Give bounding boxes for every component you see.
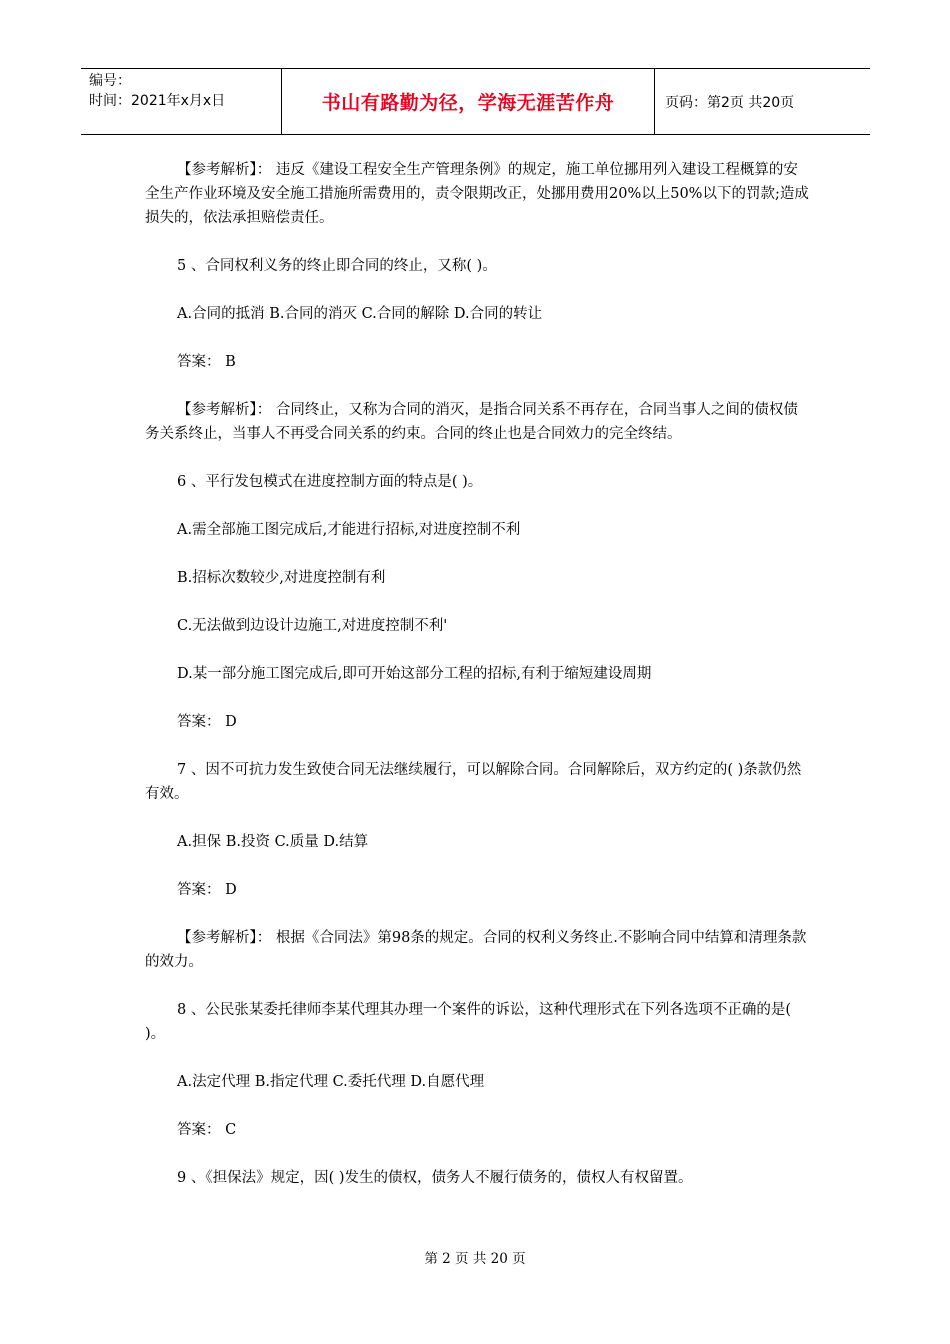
question-8-answer: 答案： C <box>177 1122 237 1138</box>
question-8-options: A.法定代理 B.指定代理 C.委托代理 D.自愿代理 <box>177 1074 485 1090</box>
time-label: 时间：2021年x月x日 <box>89 93 226 109</box>
question-7: 7 、因不可抗力发生致使合同无法继续履行，可以解除合同。合同解除后，双方约定的( )条款仍然有效。 <box>145 762 802 802</box>
question-6-option-c: C.无法做到边设计边施工,对进度控制不利' <box>177 618 448 634</box>
question-6-answer: 答案： D <box>177 714 237 730</box>
analysis-paragraph: 【参考解析】： 合同终止，又称为合同的消灭，是指合同关系不再存在，合同当事人之间的债权债务关系终止，当事人不再受合同关系的约束。合同的终止也是合同效力的完全终结。 <box>145 402 798 442</box>
question-6-option-d: D.某一部分施工图完成后,即可开始这部分工程的招标,有利于缩短建设周期 <box>177 666 652 682</box>
question-5: 5 、合同权利义务的终止即合同的终止，又称( )。 <box>177 258 497 274</box>
question-9: 9 、《担保法》规定，因( )发生的债权，债务人不履行债务的，债权人有权留置。 <box>177 1170 693 1186</box>
question-8: 8 、公民张某委托律师李某代理其办理一个案件的诉讼，这种代理形式在下列各选项不正确的是( )。 <box>145 1002 791 1042</box>
header-meta <box>81 69 281 134</box>
page-footer: 第 2 页 共 20 页 <box>424 1251 526 1267</box>
serial-label: 编号： <box>89 73 131 89</box>
question-6-option-b: B.招标次数较少,对进度控制有利 <box>177 570 386 586</box>
header-motto: 书山有路勤为径，学海无涯苦作舟 <box>281 69 655 134</box>
question-5-answer: 答案： B <box>177 354 236 370</box>
question-6-option-a: A.需全部施工图完成后,才能进行招标,对进度控制不利 <box>177 522 521 538</box>
document-header <box>81 68 870 135</box>
question-7-answer: 答案： D <box>177 882 237 898</box>
analysis-paragraph: 【参考解析】： 根据《合同法》第98条的规定。合同的权利义务终止.不影响合同中结算和清理条款的效力。 <box>145 930 807 970</box>
question-5-options: A.合同的抵消 B.合同的消灭 C.合同的解除 D.合同的转让 <box>177 306 543 322</box>
document-body <box>145 158 810 1190</box>
question-7-options: A.担保 B.投资 C.质量 D.结算 <box>177 834 369 850</box>
question-6: 6 、平行发包模式在进度控制方面的特点是( )。 <box>177 474 483 490</box>
header-page-info: 页码：第2页 共20页 <box>665 94 795 111</box>
analysis-paragraph: 【参考解析】： 违反《建设工程安全生产管理条例》的规定，施工单位挪用列入建设工程概算的安全生产作业环境及安全施工措施所需费用的，责令限期改正，处挪用费用20%以上50%以下的罚款;造成损失的，依法承担赔偿责任。 <box>145 162 809 226</box>
